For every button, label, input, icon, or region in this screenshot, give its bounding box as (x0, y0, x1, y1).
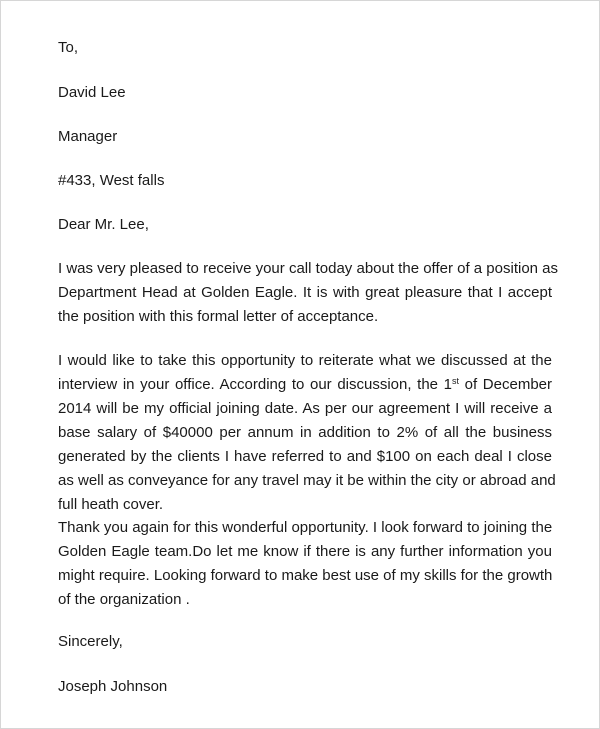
salutation-to: To, (58, 39, 79, 56)
paragraph-line: as well as conveyance for any travel may it be within the city or abroad and (58, 472, 556, 489)
paragraph-line: 2014 will be my official joining date. As per our agreement I will receive a (58, 400, 552, 417)
paragraph-line: Golden Eagle team.Do let me know if there is any further information you (58, 543, 552, 560)
paragraph-line: Thank you again for this wonderful opportunity. I look forward to joining the (58, 519, 553, 536)
paragraph-line: the position with this formal letter of acceptance. (58, 308, 379, 325)
paragraph-terms (58, 349, 556, 517)
paragraph-line: Department Head at Golden Eagle. It is with great pleasure that I accept (58, 284, 552, 301)
line-text: of December (459, 376, 552, 393)
paragraph-line: full heath cover. (58, 496, 164, 513)
paragraph-acceptance (58, 257, 559, 329)
recipient-address: #433, West falls (58, 172, 165, 189)
paragraph-line: base salary of $40000 per annum in addition to 2% of all the business (58, 424, 552, 441)
ordinal-suffix: st (452, 376, 460, 386)
paragraph-line: generated by the clients I have referred to and $100 on each deal I close (58, 448, 552, 465)
paragraph-line: I would like to take this opportunity to reiterate what we discussed at the (58, 352, 552, 369)
paragraph-line: I was very pleased to receive your call today about the offer of a position as (58, 260, 559, 277)
closing: Sincerely, (58, 633, 123, 650)
recipient-title: Manager (58, 128, 118, 145)
signature-name: Joseph Johnson (58, 678, 168, 695)
greeting: Dear Mr. Lee, (58, 216, 149, 233)
paragraph-line: of the organization . (58, 591, 190, 608)
paragraph-line: might require. Looking forward to make best use of my skills for the growth (58, 567, 553, 584)
paragraph-thanks (58, 516, 552, 612)
line-text: interview in your office. According to our discussion, the 1 (58, 376, 452, 393)
paragraph-line (58, 373, 552, 397)
recipient-name: David Lee (58, 84, 126, 101)
